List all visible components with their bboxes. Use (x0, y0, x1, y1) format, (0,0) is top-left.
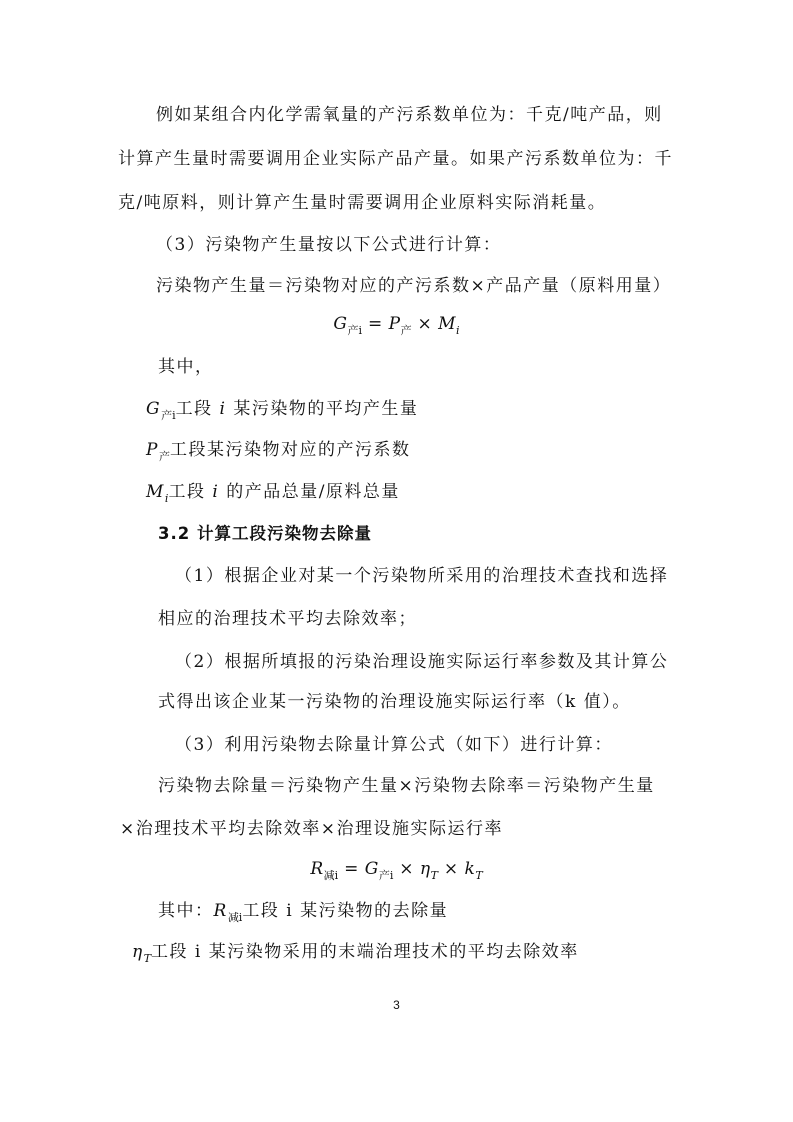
formula-operator: = (362, 314, 389, 334)
formula-removal (0, 857, 793, 883)
definition-line (146, 397, 418, 423)
formula-symbol: R (213, 901, 228, 921)
definition-text: 工段 i 某污染物采用的末端治理技术的平均去除效率 (151, 942, 579, 962)
formula-subscript: 减i (227, 911, 243, 924)
formula-operator: × (411, 314, 439, 334)
formula-symbol: G (364, 859, 379, 879)
formula-operator: × (437, 859, 465, 879)
paragraph-line: 克/吨原料，则计算产生量时需要调用企业原料实际消耗量。 (118, 193, 607, 213)
formula-symbol: M (146, 482, 165, 502)
formula-subscript: i (164, 492, 169, 505)
section-heading: 3.2 计算工段污染物去除量 (158, 524, 372, 543)
formula-subscript: 产 (158, 450, 170, 463)
formula-subscript: 产i (161, 409, 176, 422)
formula-symbol: k (464, 859, 476, 879)
definition-line (146, 480, 400, 506)
definition-text: 的产品总量/原料总量 (219, 482, 400, 502)
paragraph-line: 相应的治理技术平均去除效率； (158, 609, 417, 629)
paragraph-line: （3）利用污染物去除量计算公式（如下）进行计算： (175, 735, 613, 755)
paragraph-line: 例如某组合内化学需氧量的产污系数单位为：千克/吨产品，则 (156, 105, 663, 125)
paragraph-line: （3）污染物产生量按以下公式进行计算： (156, 235, 502, 255)
formula-subscript: T (475, 869, 483, 882)
formula-operator: = (338, 859, 365, 879)
formula-symbol: i (212, 482, 220, 502)
paragraph-line: （1）根据企业对某一个污染物所采用的治理技术查找和选择 (175, 566, 669, 586)
formula-symbol: η (132, 942, 144, 962)
paragraph-line: 其中， (158, 357, 214, 377)
definition-line (146, 438, 410, 464)
formula-subscript: T (143, 952, 152, 965)
definition-text: 工段 i 某污染物的去除量 (242, 901, 449, 921)
paragraph-line: （2）根据所填报的污染治理设施实际运行率参数及其计算公 (175, 652, 669, 672)
definition-text: 工段 (168, 482, 213, 502)
formula-subscript: 产i (347, 324, 363, 337)
page-number: 3 (393, 998, 400, 1012)
formula-operator: × (393, 859, 420, 879)
formula-subscript: 产 (400, 324, 412, 337)
definition-text: 工段 (175, 399, 220, 419)
formula-symbol: P (146, 440, 159, 460)
paragraph-line: 计算产生量时需要调用企业实际产品产量。如果产污系数单位为：千 (118, 149, 673, 169)
paragraph-line: 污染物去除量＝污染物产生量×污染物去除率＝污染物产生量 (158, 776, 655, 796)
formula-symbol: i (219, 399, 227, 419)
formula-symbol: R (310, 859, 324, 879)
formula-subscript: i (456, 324, 460, 337)
formula-symbol: M (438, 314, 457, 334)
formula-generation (0, 312, 793, 338)
formula-symbol: G (146, 399, 162, 419)
formula-symbol: P (388, 314, 401, 334)
definition-text: 其中： (158, 901, 214, 921)
formula-subscript: T (430, 869, 438, 882)
definition-line (132, 940, 579, 966)
formula-symbol: G (333, 314, 348, 334)
formula-subscript: 产i (378, 869, 394, 882)
formula-symbol: η (419, 859, 431, 879)
paragraph-line: 污染物产生量＝污染物对应的产污系数×产品产量（原料用量） (156, 276, 672, 296)
definition-line (158, 899, 448, 925)
definition-text: 某污染物的平均产生量 (226, 399, 419, 419)
paragraph-line: 式得出该企业某一污染物的治理设施实际运行率（k 值）。 (158, 692, 631, 712)
definition-text: 工段某污染物对应的产污系数 (169, 440, 411, 460)
formula-subscript: 减i (323, 869, 339, 882)
paragraph-line: ×治理技术平均去除效率×治理设施实际运行率 (120, 819, 503, 839)
